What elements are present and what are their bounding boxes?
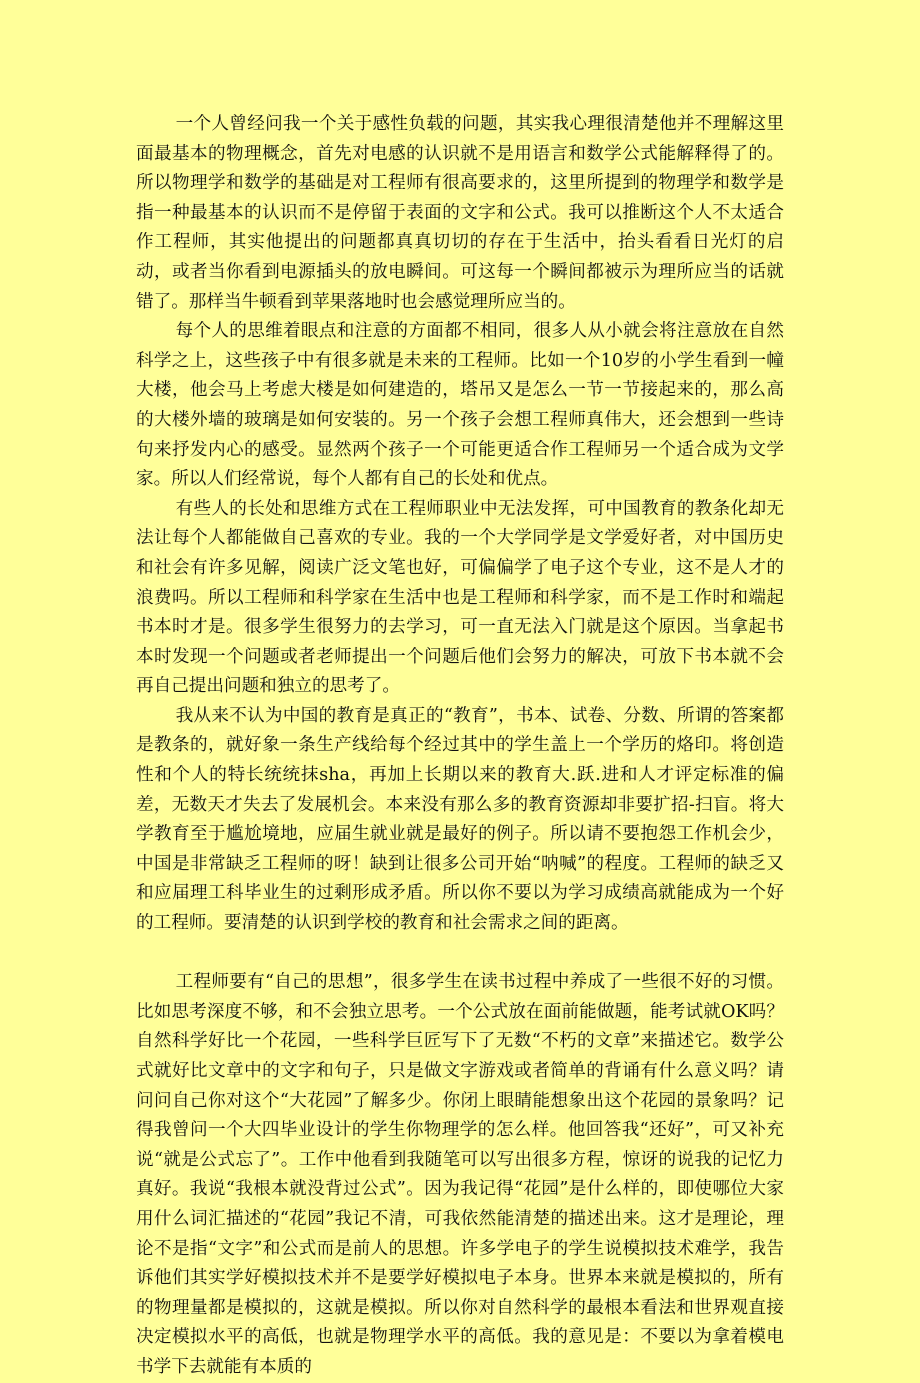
paragraph-5: 工程师要有“自己的思想”，很多学生在读书过程中养成了一些很不好的习惯。比如思考深度不够，和不会独立思考。一个公式放在面前能做题，能考试就OK吗？自然科学好比一个花园，一些科学巨匠写下了无数“不朽的文章”来描述它。数学公式就好比文章中的文字和句子，只是做文字游戏或者简单的背诵有什么意义吗？请问问自己你对这个“大花园”了解多少。你闭上眼睛能想象出这个花园的景象吗？记得我曾问一个大四毕业设计的学生你物理学的怎么样。他回答我“还好”，可又补充说“就是公式忘了”。工作中他看到我随笔可以写出很多方程，惊讶的说我的记忆力真好。我说“我根本就没背过公式”。因为我记得“花园”是什么样的，即使哪位大家用什么词汇描述的“花园”我记不清，可我依然能清楚的描述出来。这才是理论，理论不是指“文字”和公式而是前人的思想。许多学电子的学生说模拟技术难学，我告诉他们其实学好模拟技术并不是要学好模拟电子本身。世界本来就是模拟的，所有的物理量都是模拟的，这就是模拟。所以你对自然科学的最根本看法和世界观直接决定模拟水平的高低，也就是物理学水平的高低。我的意见是：不要以为拿着模电书学下去就能有本质的 [136,972,784,1377]
paragraph-4: 我从来不认为中国的教育是真正的“教育”，书本、试卷、分数、所谓的答案都是教条的，就好象一条生产线给每个经过其中的学生盖上一个学历的烙印。将创造性和个人的特长统统抹sha，再加上长期以来的教育大.跃.进和人才评定标准的偏差，无数天才失去了发展机会。本来没有那么多的教育资源却非要扩招-扫盲。将大学教育至于尴尬境地，应届生就业就是最好的例子。所以请不要抱怨工作机会少，中国是非常缺乏工程师的呀！缺到让很多公司开始“呐喊”的程度。工程师的缺乏又和应届理工科毕业生的过剩形成矛盾。所以你不要以为学习成绩高就能成为一个好的工程师。要清楚的认识到学校的教育和社会需求之间的距离。 [136,705,784,934]
paragraph-2: 每个人的思维着眼点和注意的方面都不相同，很多人从小就会将注意放在自然科学之上，这些孩子中有很多就是未来的工程师。比如一个10岁的小学生看到一幢大楼，他会马上考虑大楼是如何建造的，塔吊又是怎么一节一节接起来的，那么高的大楼外墙的玻璃是如何安装的。另一个孩子会想工程师真伟大，还会想到一些诗句来抒发内心的感受。显然两个孩子一个可能更适合作工程师另一个适合成为文学家。所以人们经常说，每个人都有自己的长处和优点。 [136,321,784,490]
paragraph-3: 有些人的长处和思维方式在工程师职业中无法发挥，可中国教育的教条化却无法让每个人都能做自己喜欢的专业。我的一个大学同学是文学爱好者，对中国历史和社会有许多见解，阅读广泛文笔也好，可偏偏学了电子这个专业，这不是人才的浪费吗。所以工程师和科学家在生活中也是工程师和科学家，而不是工作时和端起书本时才是。很多学生很努力的去学习，可一直无法入门就是这个原因。当拿起书本时发现一个问题或者老师提出一个问题后他们会努力的解决，可放下书本就不会再自己提出问题和独立的思考了。 [136,498,784,697]
paragraph-1: 一个人曾经问我一个关于感性负载的问题，其实我心理很清楚他并不理解这里面最基本的物理概念，首先对电感的认识就不是用语言和数学公式能解释得了的。所以物理学和数学的基础是对工程师有很高要求的，这里所提到的物理学和数学是指一种最基本的认识而不是停留于表面的文字和公式。我可以推断这个人不太适合作工程师，其实他提出的问题都真真切切的存在于生活中，抬头看看日光灯的启动，或者当你看到电源插头的放电瞬间。可这每一个瞬间都被示为理所应当的话就错了。那样当牛顿看到苹果落地时也会感觉理所应当的。 [136,114,784,312]
paragraph-spacer [136,939,784,969]
document-body [136,110,784,1383]
